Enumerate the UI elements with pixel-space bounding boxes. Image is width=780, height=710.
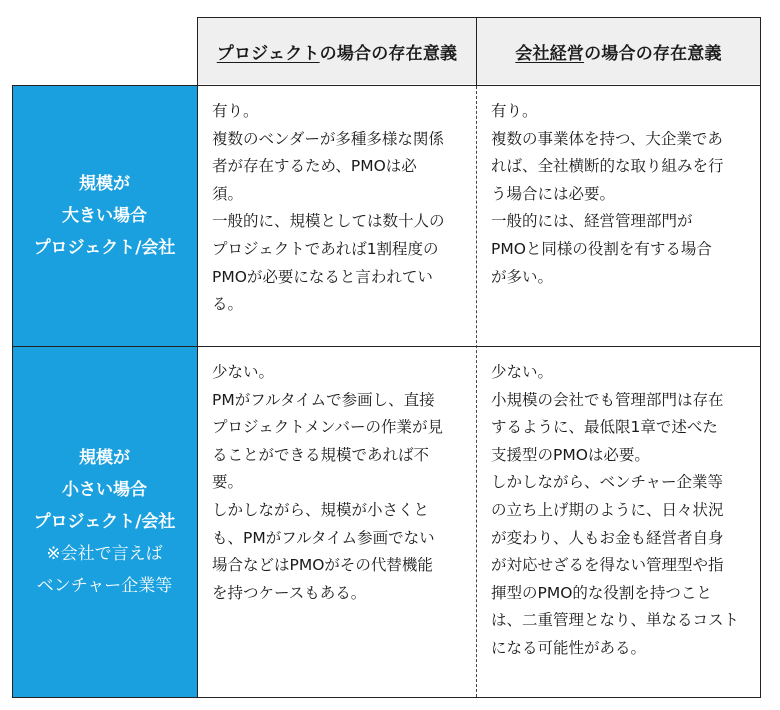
text-line: る。 bbox=[212, 295, 244, 314]
text-line: の立ち上げ期のように、日々状況 bbox=[491, 500, 724, 519]
header-project-underlined: プロジェクト bbox=[216, 43, 320, 64]
row-label-large-line1: 規模が bbox=[79, 174, 130, 194]
text-line: が変わり、人もお金も経営者自身 bbox=[491, 528, 724, 547]
cell-large-company bbox=[477, 86, 760, 346]
row-label-small-note2: ベンチャー企業等 bbox=[36, 576, 173, 596]
text-line: 須。 bbox=[212, 184, 244, 203]
text-line: しかしながら、規模が小さくと bbox=[212, 500, 430, 519]
text-line: を持つケースもある。 bbox=[212, 583, 367, 602]
text-line: 一般的には、経営管理部門が bbox=[491, 212, 693, 231]
header-project bbox=[198, 18, 476, 84]
text-line: PMOと同様の役割を有する場合 bbox=[491, 239, 712, 258]
text-line: 要。 bbox=[212, 473, 244, 492]
grid-right-border bbox=[760, 17, 761, 698]
header-company-underlined: 会社経営 bbox=[515, 43, 585, 64]
grid-left-border bbox=[12, 85, 13, 698]
text-line: 有り。 bbox=[212, 102, 259, 120]
text-line: するように、最低限1章で述べた bbox=[491, 418, 718, 437]
text-line: 少ない。 bbox=[491, 363, 554, 381]
grid-header-divider bbox=[476, 17, 477, 86]
row-label-small-note1: ※会社で言えば bbox=[46, 544, 163, 564]
text-line: プロジェクトメンバーの作業が見 bbox=[212, 418, 443, 437]
text-line: も、PMがフルタイム参画でない bbox=[212, 528, 435, 547]
grid-bottom-border bbox=[12, 697, 761, 698]
cell-small-company bbox=[477, 347, 760, 697]
row-label-small-line1: 規模が bbox=[79, 448, 130, 468]
text-line: になる可能性がある。 bbox=[491, 638, 647, 657]
text-line: 場合などはPMOがその代替機能 bbox=[212, 556, 433, 575]
text-line: 複数のベンダーが多種多様な関係 bbox=[212, 129, 444, 148]
row-label-small-line2: 小さい場合 bbox=[62, 480, 147, 500]
grid-dotted-divider bbox=[476, 86, 477, 697]
row-label-large-line2: 大きい場合 bbox=[62, 206, 147, 226]
header-project-rest: の場合の存在意義 bbox=[319, 43, 458, 64]
header-company-rest: の場合の存在意義 bbox=[584, 43, 722, 64]
text-line: 支援型のPMOは必要。 bbox=[491, 445, 650, 464]
grid-row-divider bbox=[12, 346, 761, 347]
text-line: 一般的に、規模としては数十人の bbox=[212, 212, 445, 231]
text-line: が対応せざるを得ない管理型や指 bbox=[491, 556, 724, 575]
cell-large-project bbox=[198, 86, 477, 346]
text-line: PMOが必要になると言われてい bbox=[212, 267, 433, 286]
text-line: PMがフルタイムで参画し、直接 bbox=[212, 390, 435, 409]
text-line: 複数の事業体を持つ、大企業であ bbox=[491, 129, 723, 148]
text-line: 有り。 bbox=[491, 102, 538, 120]
row-label-small bbox=[12, 347, 197, 697]
text-line: 少ない。 bbox=[212, 363, 275, 381]
text-line: が多い。 bbox=[491, 267, 554, 286]
text-line: プロジェクトであれば1割程度の bbox=[212, 239, 439, 258]
text-line: う場合には必要。 bbox=[491, 184, 616, 203]
text-line: は、二重管理となり、単なるコスト bbox=[491, 611, 740, 630]
row-label-large-line3: プロジェクト/会社 bbox=[33, 238, 176, 258]
text-line: ることができる規模であれば不 bbox=[212, 445, 430, 464]
row-label-small-line3: プロジェクト/会社 bbox=[33, 512, 176, 532]
grid-header-bottom bbox=[12, 85, 761, 86]
text-line: しかしながら、ベンチャー企業等 bbox=[491, 473, 724, 492]
grid-col-divider-1 bbox=[197, 17, 198, 698]
text-line: 小規模の会社でも管理部門は存在 bbox=[491, 390, 724, 409]
cell-small-project bbox=[198, 347, 477, 697]
row-label-large bbox=[12, 86, 197, 346]
text-line: 者が存在するため、PMOは必 bbox=[212, 157, 417, 176]
grid-top-border bbox=[197, 17, 761, 18]
text-line: 揮型のPMO的な役割を持つこと bbox=[491, 583, 712, 602]
header-company bbox=[477, 18, 760, 84]
text-line: れば、全社横断的な取り組みを行 bbox=[491, 157, 724, 176]
